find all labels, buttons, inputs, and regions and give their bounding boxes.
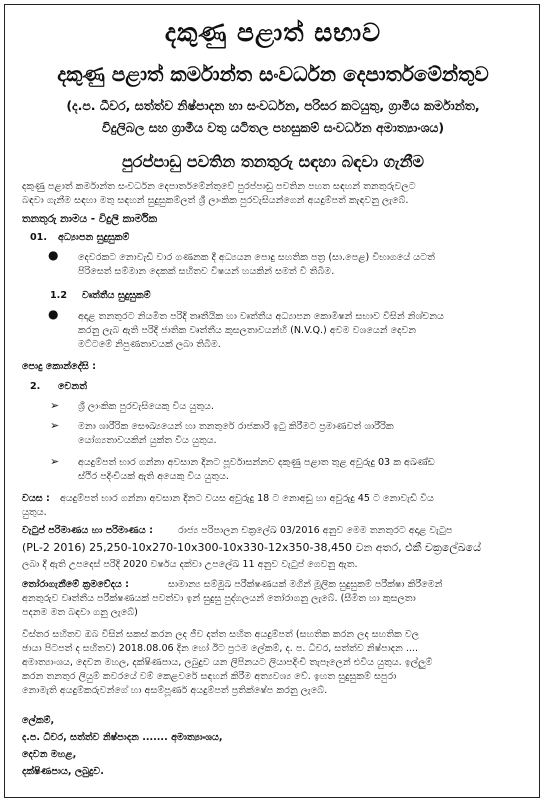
ministry-line-1: (ද.ප. ධීවර, සත්ත්ව නිෂ්පාදන හා සංවර්ධන, පරිසර කටයුතු, ග්‍රාමීය කර්මාන්ත,	[66, 98, 480, 113]
apply-text: විස්තර සහිතව ඔබ විසින් සකස් කරන ලද ජීව දත්ත සහිත අයදුම්පත් (සහතික කරන ලද සහතික වල	[22, 629, 420, 640]
salary-text: ලබා දී ඇති උපදෙස් පරිදි 2020 වර්ෂය දක්වා උපලේඛ 11 අනුව වැටුප් ගෙවනු ඇත.	[22, 559, 358, 570]
apply-text: අමාත්‍යාංශය, දෙවන මහල, දක්ෂිණපාය, ලබුදුව යන ලිපිනයට ලියාපදිංචි තැපෑලෙන් එවිය යුතුය. ඉල්ලුම්	[22, 657, 433, 668]
selection-label: තෝරාගැනීමේ ක්‍රමවේදය :	[22, 579, 129, 590]
age-text: අයදුම්පත් භාර ගන්නා අවසාන දිනට වයස අවුරුදු 18 ට නොඅඩු හා අවුරුදු 45 ට නොවැඩි විය	[60, 493, 434, 504]
council-title: දකුණු පළාත් සභාව	[164, 18, 382, 47]
bullet-icon: ●	[48, 307, 59, 321]
apply-text: නොමැති අයදුම්කරුවන්ගේ හා අසම්පූර්ණ අයදුම්පත් ප්‍රතික්ෂේප කරනු ලැබේ.	[22, 685, 328, 696]
section-number: 1.2	[50, 290, 67, 301]
arrow-bullet-icon: ➢	[50, 419, 60, 432]
arrow-bullet-icon: ➢	[50, 399, 60, 412]
signature-line: දෙවන මහළ,	[22, 749, 77, 760]
age-label: වයස :	[22, 493, 50, 504]
signature-line: ලේකම්,	[22, 715, 55, 726]
intro-line: බඳවා ගැනීම සඳහා මතු සඳහන් සුදුසුකම්ලත් ශ්‍රී ලාංකික පුරවැසියන්ගෙන් අයදුම්පත් කැඳවනු ලැබේ.	[22, 195, 409, 206]
selection-text: පදනම මත බඳවා ගනු ලැබේ)	[22, 607, 138, 618]
age-text: යුතුය.	[22, 507, 47, 518]
condition-text: ස්ථිර පදිංචියක් ඇති අයෙකු විය යුතුය.	[78, 471, 229, 482]
vocational-heading: වෘත්තීය සුදුසුකම්	[82, 290, 151, 301]
arrow-bullet-icon: ➢	[50, 455, 60, 468]
education-heading: අධ්‍යාපන සුදුසුකම්	[58, 232, 130, 243]
education-text: පිරිසෙත් සම්මාන දෙකක් සහිතව විෂයන් හයකින් සමත් වී තිබීම.	[78, 266, 335, 277]
vocational-text: මට්ටමේ නිපුණතාවයක් ලබා තිබීම.	[78, 339, 221, 350]
bullet-icon: ●	[48, 248, 59, 262]
salary-text: (PL-2 2016) 25,250-10x270-10x300-10x330-12x350-38,450 වන අතර, එකී චක්‍රලේඛයේ	[22, 541, 481, 554]
signature-line: ද.ප. ධීවර, සත්ත්ව නිෂ්පාදන ....... අමාත්‍යාංශය,	[22, 732, 223, 743]
education-text: දෙවරකට නොවැඩි වාර ගණනක දී අධ්‍යයන පොදු සහතික පත්‍ර (සා.පෙළ) විභාගයේ යටත්	[78, 252, 435, 263]
condition-text: අයදුම්පත් භාර ගන්නා අවසාන දිනට පූර්වාසන්නව දකුණු පළාත තුළ අවුරුදු 03 ක අඛණ්ඩ	[78, 457, 435, 468]
section-number: 2.	[30, 381, 41, 392]
apply-text: ඡායා පිටපත් ද සහිතව) 2018.08.06 දින හෝ ඊට ප්‍රථම ලේකම්, ද. ප. ධීවර, සත්ත්ව නිෂ්පාදන ....	[22, 643, 419, 654]
salary-label: වැටුප් පරිමාණය හා පරිමාණය :	[22, 525, 153, 536]
section-number: 01.	[30, 232, 47, 243]
condition-text: යෝග්‍යතාවයකින් යුක්ත විය යුතුය.	[78, 435, 217, 446]
selection-text: අනතුරුව වෘත්තීය පරීක්ෂණයක් පවත්වා ඉන් සුදුසු පුද්ගලයන් තෝරාගනු ලැබේ. (සීමිත හා කුසලතා	[22, 593, 416, 604]
department-title: දකුණු පළාත් කර්මාන්ත සංවර්ධන දෙපාර්තමේන්තුව	[57, 62, 489, 86]
post-title: තනතුරු නාමය - විදුලි කාර්මික	[22, 213, 158, 225]
other-heading: වෙනත්	[58, 381, 88, 392]
signature-line: දක්ෂිණපාය, ලබුදුව.	[22, 766, 104, 777]
selection-text: සාමාන්‍ය සම්මුඛ පරීක්ෂණයක් මගින් මූලික සුදුසුකම් පරීක්ෂා කිරීමෙන්	[168, 579, 443, 590]
ministry-line-2: විදුලිබල සහ ග්‍රාමීය වතු යටිතල පහසුකම් සංවර්ධන අමාත්‍යාංශය)	[101, 120, 445, 135]
notice-title: පුරප්පාඩු පවතින තනතුරු සඳහා බඳවා ගැනීම	[121, 152, 425, 171]
intro-line: දකුණු පළාත් කර්මාන්ත සංවර්ධන දෙපාර්තමේන්තුවේ පුරප්පාඩු පවතින පහත සඳහන් තනතුරුවලට	[22, 181, 416, 192]
vocational-text: කරනු ලැබ ඇති පරිදි ජාතික වෘත්තීය කුසලතාවයන්හි (N.V.Q.) අවම වශයෙන් දෙවන	[78, 325, 417, 336]
apply-text: කරන තනතුර ලියුම් කවරයේ වම් කෙළවරේ සඳහන් කිරීම අත්‍යවශ්‍ය වේ. ඉහත සුදුසුකම් සපුරා	[22, 671, 397, 682]
condition-text: මනා ශාරීරික සෞඛ්‍යයෙන් හා තනතුරේ රාජකාරි ඉටු කිරීමට ප්‍රමාණවත් ශාරීරික	[78, 421, 394, 432]
vocational-text: අදාළ තනතුරට නියමිත පරිදි තෘතීයික හා වෘත්තීය අධ්‍යාපන කොමිෂන් සභාව විසින් නිශ්චනය	[78, 311, 444, 322]
condition-text: ශ්‍රී ලාංකික පුරවැසියෙකු විය යුතුය.	[78, 401, 214, 412]
salary-text: රාජ්‍ය පරිපාලන චක්‍රලේඛ 03/2016 අනුව මෙම තනතුරට අදාළ වැටුප	[178, 525, 453, 536]
general-conditions-heading: පොදු කොන්දේසි :	[22, 361, 96, 372]
